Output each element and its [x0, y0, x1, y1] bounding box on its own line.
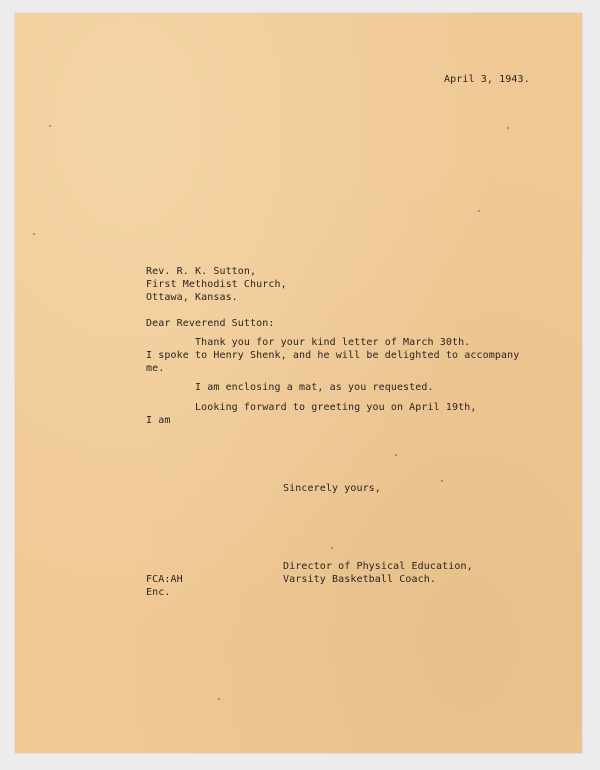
initials-line: FCA:AH [146, 574, 183, 585]
body-paragraph-2: I am enclosing a mat, as you requested. [146, 382, 434, 393]
address-line: Ottawa, Kansas. [146, 292, 238, 303]
paper-speck [395, 454, 397, 456]
address-line: First Methodist Church, [146, 279, 287, 290]
paper-speck [507, 127, 509, 129]
title-line: Varsity Basketball Coach. [283, 574, 437, 585]
paper-speck [478, 210, 480, 212]
paper-speck [49, 125, 51, 127]
body-line: Thank you for your kind letter of March 30th. [146, 337, 471, 348]
paper-speck [218, 698, 220, 700]
body-line: I am [146, 415, 171, 426]
address-line: Rev. R. K. Sutton, [146, 266, 257, 277]
paper-speck [331, 547, 333, 549]
title-line: Director of Physical Education, [283, 561, 473, 572]
letter-date: April 3, 1943. [444, 74, 530, 85]
closing: Sincerely yours, [283, 483, 381, 494]
body-line: Looking forward to greeting you on April 19th, [146, 402, 477, 413]
paper-speck [441, 480, 443, 482]
salutation: Dear Reverend Sutton: [146, 318, 275, 329]
enclosure-line: Enc. [146, 587, 171, 598]
body-line: I spoke to Henry Shenk, and he will be delighted to accompany [146, 350, 520, 361]
paper-speck [33, 233, 35, 235]
body-line: me. [146, 363, 165, 374]
